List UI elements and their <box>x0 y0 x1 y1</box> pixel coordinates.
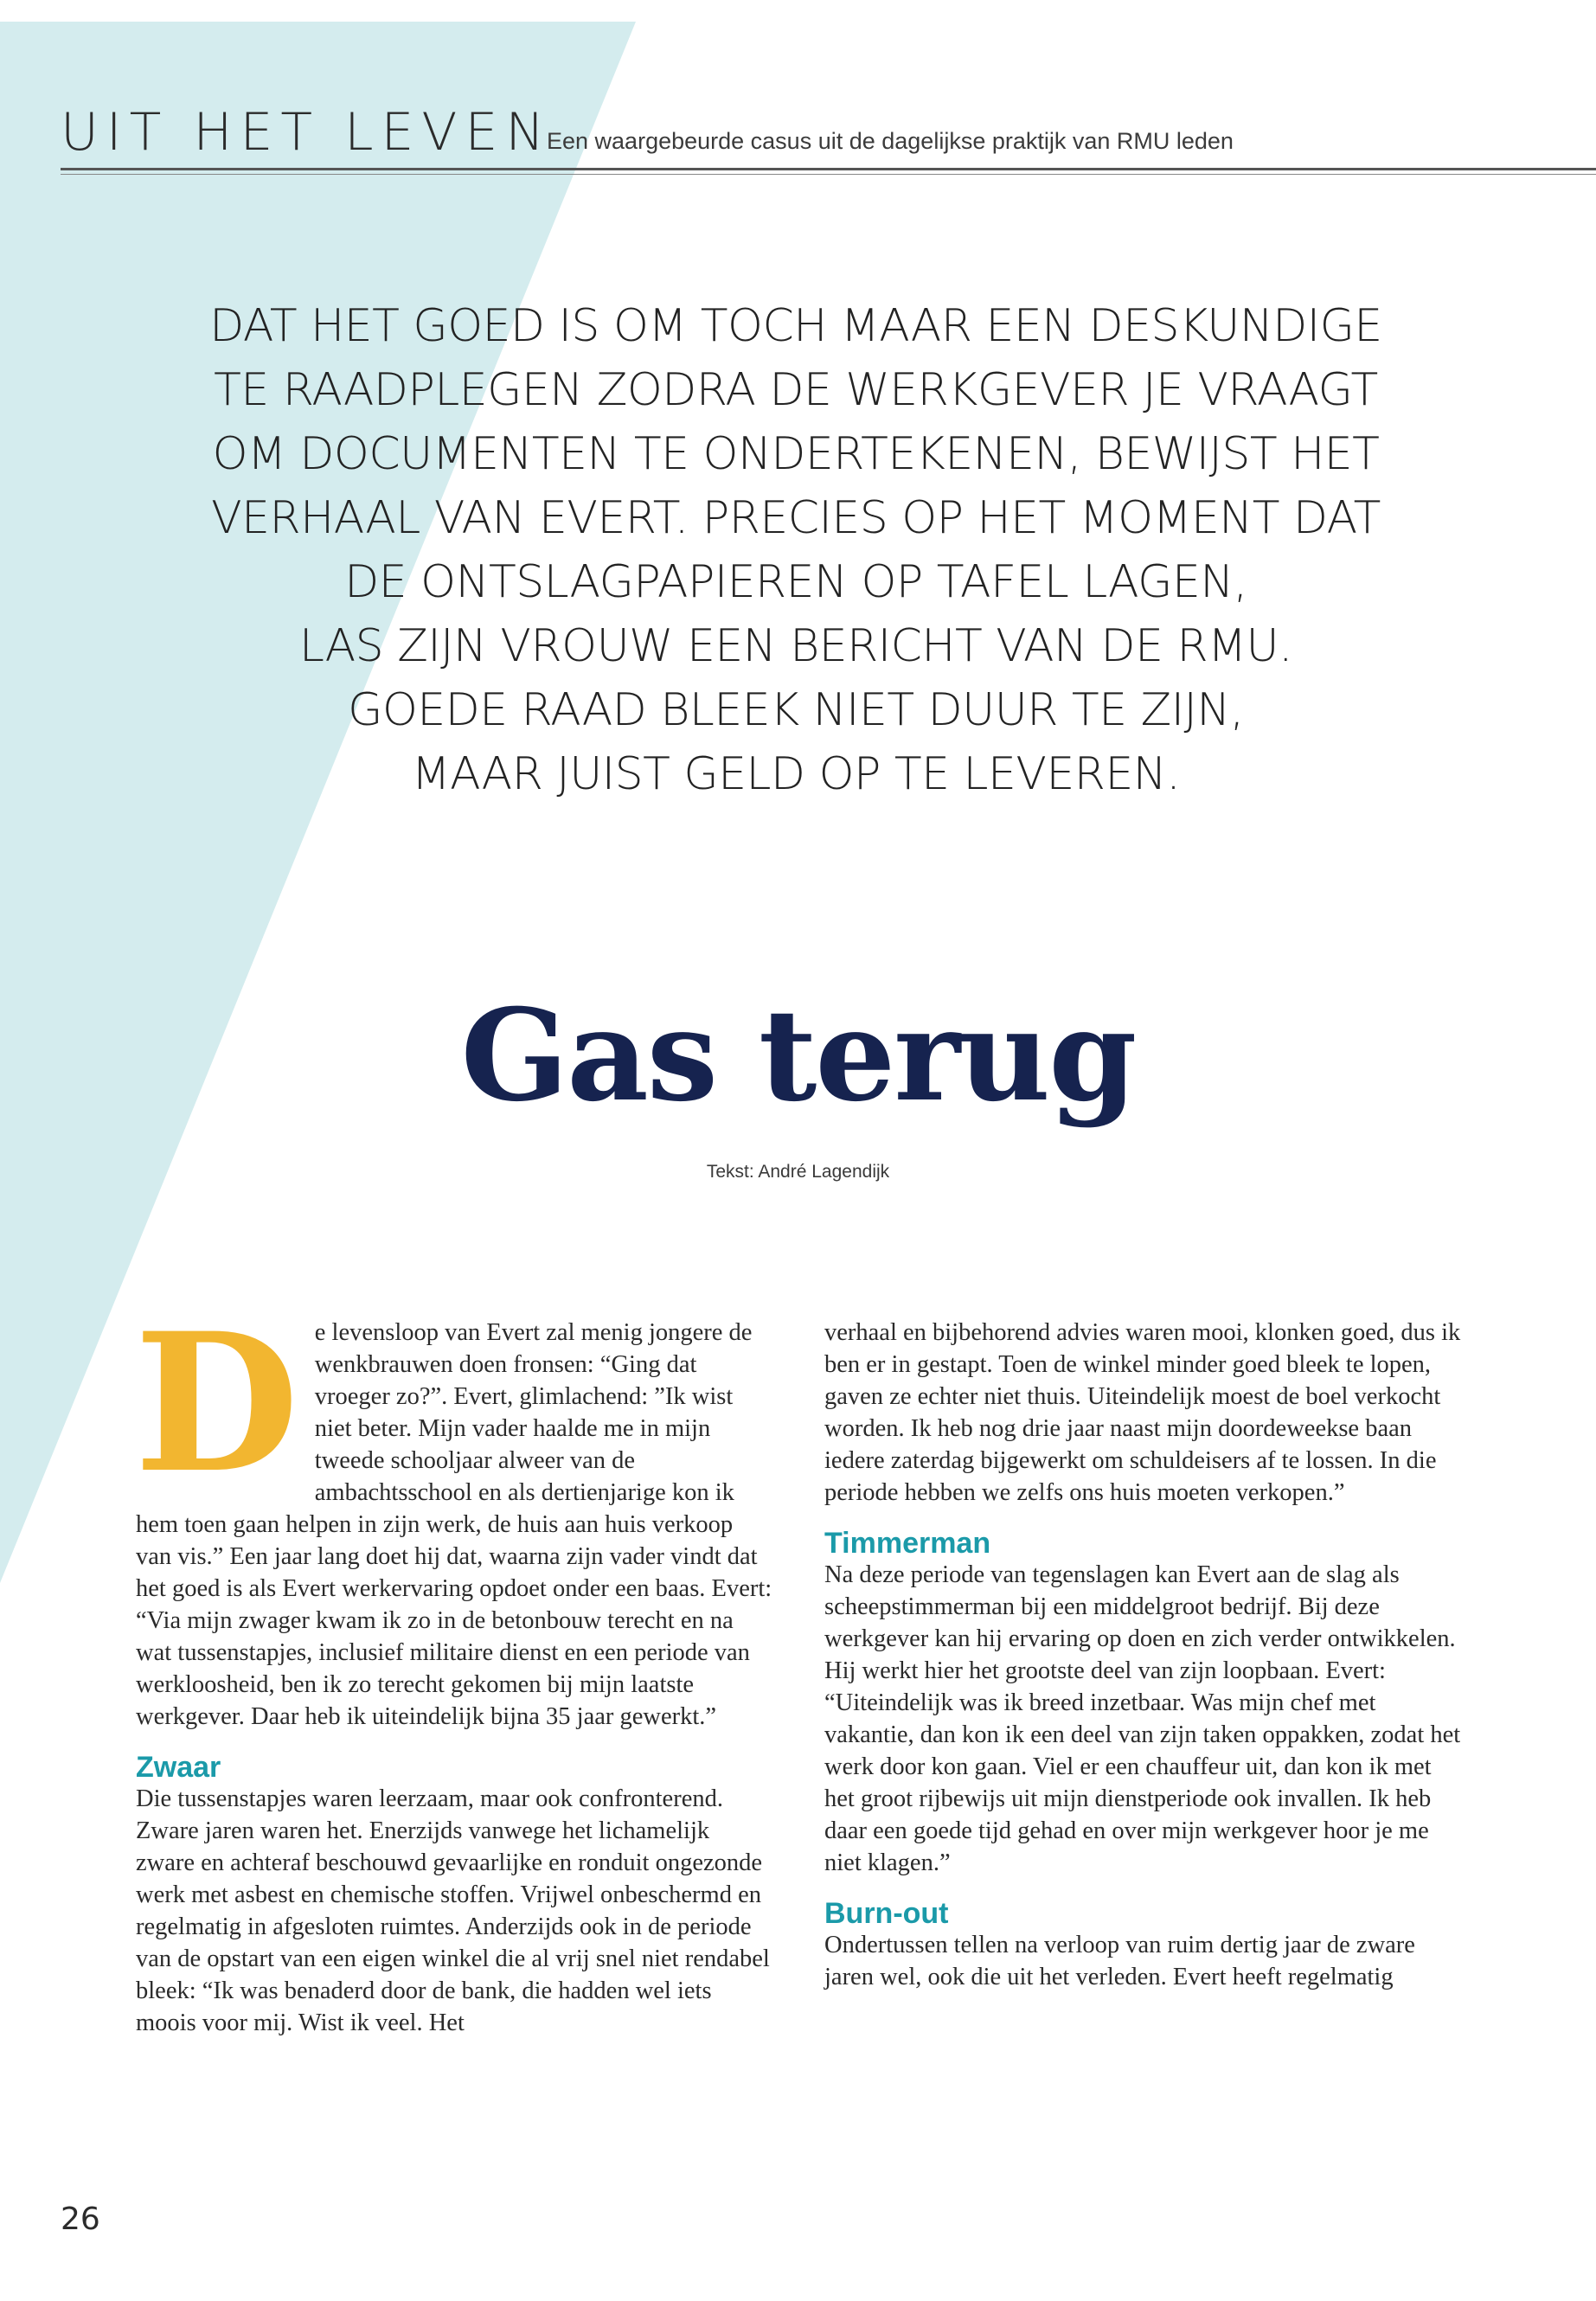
intro-line: DAT HET GOED IS OM TOCH MAAR EEN DESKUNDIGE <box>209 300 1382 352</box>
intro-line: MAAR JUIST GELD OP TE LEVEREN. <box>411 748 1181 800</box>
intro-line: TE RAADPLEGEN ZODRA DE WERKGEVER JE VRAAGT <box>214 364 1378 416</box>
header-rule-thin <box>61 174 1596 175</box>
section-subtitle: Een waargebeurde casus uit de dagelijkse praktijk van RMU leden <box>547 128 1234 154</box>
subheading-burnout: Burn-out <box>824 1897 949 1930</box>
intro-line: LAS ZIJN VROUW EEN BERICHT VAN DE RMU. <box>298 620 1293 672</box>
paragraph: Na deze periode van tegenslagen kan Evert aan de slag als scheepstimmerman bij een middelgroot bedrijf. Bij deze werkgever kan hij ervaring op doen en zich verder ontwikkelen. Hij werkt hier het grootste deel van zijn loopbaan. Evert: “Uiteindelijk was ik breed inzetbaar. Was mijn chef met vakantie, dan kon ik een deel van zijn taken oppakken, zodat het werk door kon gaan. Viel er een chauffeur uit, dan kon ik met het groot rijbewijs uit mijn dienstperiode ook invallen. Ik heb daar een goede tijd gehad en over mijn werkgever hoor je me niet klagen.” <box>824 1561 1461 1876</box>
subheading-timmerman: Timmerman <box>824 1527 991 1560</box>
page-number: 26 <box>61 2202 100 2237</box>
article-byline: Tekst: André Lagendijk <box>706 1162 890 1182</box>
paragraph: e levensloop van Evert zal menig jongere de wenkbrauwen doen fronsen: “Ging dat vroeger zo?”. Evert, glimlachend: ”Ik wist niet beter. Mijn vader haalde me in mijn tweede schooljaar alweer van de ambachtsschool en als dertienjarige kon ik hem toen gaan helpen in zijn werk, de huis aan huis verkoop van vis.” Een jaar lang doet hij dat, waarna zijn vader vindt dat het goed is als Evert werkervaring opdoet onder een baas. Evert: “Via mijn zwager kwam ik zo in de betonbouw terecht en na wat tussenstapjes, inclusief militaire dienst en een periode van werkloosheid, ben ik zo terecht gekomen bij mijn laatste werkgever. Daar heb ik uiteindelijk bijna 35 jaar gewerkt.” <box>136 1319 772 1730</box>
paragraph: Die tussenstapjes waren leerzaam, maar ook confronterend. Zware jaren waren het. Enerzijds vanwege het lichamelijk zware en achteraf beschouwd gevaarlijke en ronduit ongezonde werk met asbest en chemische stoffen. Vrijwel onbeschermd en regelmatig in afgesloten ruimtes. Anderzijds ook in de periode van de opstart van een eigen winkel die al vrij snel niet rendabel bleek: “Ik was benaderd door de bank, die hadden wel iets moois voor mij. Wist ik veel. Het <box>136 1785 770 2036</box>
drop-cap: D <box>134 1291 299 1515</box>
header-rule <box>61 168 1596 170</box>
intro-line: OM DOCUMENTEN TE ONDERTEKENEN, BEWIJST HET <box>212 428 1380 480</box>
article-title: Gas terug <box>460 982 1136 1130</box>
paragraph: verhaal en bijbehorend advies waren mooi, klonken goed, dus ik ben er in gestapt. Toen de winkel minder goed bleek te lopen, gaven ze echter niet thuis. Uiteindelijk moest de boel verkocht worden. Ik heb nog drie jaar naast mijn doordeweekse baan iedere zaterdag bijgewerkt om schuldeisers af te lossen. In die periode hebben we zelfs ons huis moeten verkopen.” <box>824 1319 1461 1506</box>
article-column-left <box>134 1291 774 2039</box>
section-label: UIT HET LEVEN <box>61 102 553 163</box>
subheading-zwaar: Zwaar <box>136 1751 221 1784</box>
intro-line: GOEDE RAAD BLEEK NIET DUUR TE ZIJN, <box>348 684 1244 736</box>
intro-line: VERHAAL VAN EVERT. PRECIES OP HET MOMENT DAT <box>211 492 1381 544</box>
paragraph: Ondertussen tellen na verloop van ruim dertig jaar de zware jaren wel, ook die uit het verleden. Evert heeft regelmatig <box>824 1932 1415 1990</box>
intro-lead <box>156 294 1436 806</box>
intro-line: DE ONTSLAGPAPIEREN OP TAFEL LAGEN, <box>344 556 1247 608</box>
article-column-right <box>824 1317 1463 1993</box>
